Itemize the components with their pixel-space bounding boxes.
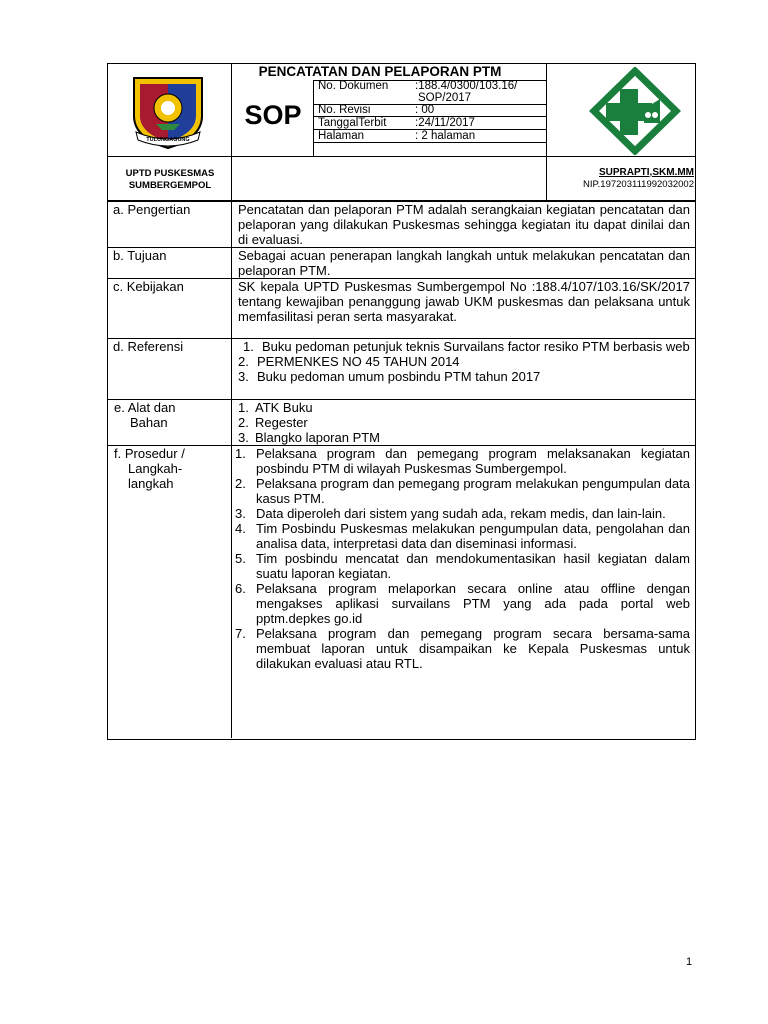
list-item: 3. Data diperoleh dari sistem yang sudah ada, rekam medis, dan lain-lain.	[235, 506, 666, 521]
list-alat-bahan	[238, 400, 690, 445]
list-item: 5. Tim posbindu mencatat dan mendokumentasikan hasil kegiatan dalam suatu laporan kegiatan.	[235, 551, 690, 581]
sop-label: SOP	[244, 100, 302, 130]
label-referensi: d. Referensi	[113, 339, 184, 354]
sop-header	[107, 63, 696, 201]
label-pengertian: a. Pengertian	[113, 202, 191, 217]
list-referensi	[238, 339, 690, 384]
text-tujuan: Sebagai acuan penerapan langkah langkah untuk melakukan pencatatan dan pelaporan PTM.	[238, 248, 690, 278]
list-item: 3. Blangko laporan PTM	[238, 430, 381, 445]
label-kebijakan: c. Kebijakan	[113, 279, 184, 294]
logo-ribbon-text: TULUNGAGUNG	[146, 137, 190, 143]
meta-label-dokumen: No. Dokumen	[318, 80, 389, 92]
meta-label-halaman: Halaman	[318, 130, 365, 142]
list-item: 1. Buku pedoman petunjuk teknis Survailans factor resiko PTM berbasis web	[243, 339, 690, 354]
label-alat-bahan: e. Alat dan Bahan	[114, 400, 176, 430]
label-prosedur: f. Prosedur / Langkah- langkah	[114, 446, 185, 491]
list-item: 1. ATK Buku	[238, 400, 313, 415]
list-item: 1. Pelaksana program dan pemegang program melaksanakan kegiatan posbindu PTM di wilayah Puskesmas Sumbergempol.	[235, 446, 690, 476]
regency-logo	[126, 72, 210, 152]
unit-name	[108, 168, 232, 192]
puskesmas-logo	[580, 67, 690, 155]
meta-value-dokumen-line2: SOP/2017	[418, 92, 472, 104]
unit-name-line1: UPTD PUSKESMAS	[125, 168, 215, 179]
list-item: 3. Buku pedoman umum posbindu PTM tahun 2017	[238, 369, 541, 384]
list-item: 2. PERMENKES NO 45 TAHUN 2014	[238, 354, 460, 369]
meta-value-revisi: : 00	[415, 104, 435, 116]
list-item: 6. Pelaksana program melaporkan secara online atau offline dengan mengakses aplikasi survailans PTM yang ada pada portal web pptm.depkes go.id	[235, 581, 690, 626]
sop-content-table	[107, 201, 696, 740]
page-number: 1	[686, 956, 693, 968]
list-item: 7. Pelaksana program dan pemegang program secara bersama-sama membuat laporan untuk disampaikan ke Kepala Puskesmas untuk dilakukan evaluasi atau RTL.	[235, 626, 690, 671]
label-tujuan: b. Tujuan	[113, 248, 167, 263]
signer-name: SUPRAPTI,SKM.MM	[599, 167, 694, 178]
meta-label-tanggal: TanggalTerbit	[318, 117, 387, 129]
meta-value-dokumen: :188.4/0300/103.16/	[415, 80, 518, 92]
list-item: 2. Pelaksana program dan pemegang program melakukan pengumpulan data kasus PTM.	[235, 476, 690, 506]
list-prosedur	[235, 446, 690, 671]
meta-value-halaman: : 2 halaman	[415, 130, 476, 142]
list-item: 4. Tim Posbindu Puskesmas melakukan pengumpulan data, pengolahan dan analisa data, interpretasi data dan diseminasi informasi.	[235, 521, 690, 551]
document-title: PENCATATAN DAN PELAPORAN PTM	[258, 64, 502, 79]
unit-name-line2: SUMBERGEMPOL	[128, 180, 212, 191]
meta-value-tanggal: :24/11/2017	[415, 117, 475, 129]
signer-nip: NIP.197203111992032002	[583, 179, 694, 190]
list-item: 2. Regester	[238, 415, 308, 430]
text-kebijakan: SK kepala UPTD Puskesmas Sumbergempol No :188.4/107/103.16/SK/2017 tentang kewajiban penanggung jawab UKM puskesmas dan pelaksana untuk memfasilitasi peran serta masyarakat.	[238, 279, 690, 324]
meta-label-revisi: No. Revisi	[318, 104, 371, 116]
text-pengertian: Pencatatan dan pelaporan PTM adalah serangkaian kegiatan pencatatan dan pelaporan yang dilakukan Puskesmas sehingga kegiatan itu dapat dinilai dan di evaluasi.	[238, 202, 690, 247]
